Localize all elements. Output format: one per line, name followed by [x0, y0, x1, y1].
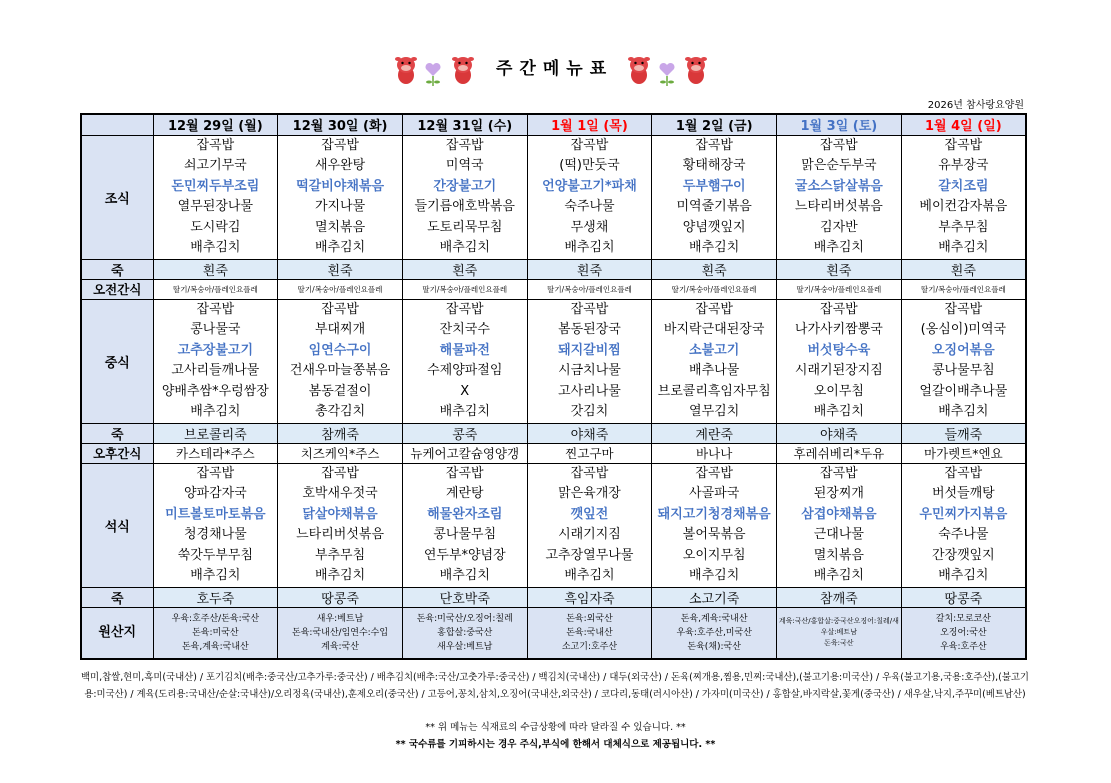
- dish: 황태해장국: [682, 158, 746, 173]
- dish: 배추김치: [190, 404, 241, 419]
- origin-label: 원산지: [81, 607, 153, 659]
- dish: 바지락근대된장국: [663, 322, 765, 337]
- dish: 배추김치: [190, 240, 241, 255]
- breakfast-porridge-label: 죽: [81, 259, 153, 279]
- day-header: 12월 31일 (수): [402, 114, 527, 135]
- dish: 양배추쌈*우렁쌈장: [161, 383, 269, 399]
- main-dish: 우민찌가지볶음: [919, 506, 1008, 522]
- breakfast-cell: [153, 135, 278, 259]
- dish: 잡곡밥: [944, 137, 983, 153]
- dish: 고사리들깨나물: [171, 363, 260, 378]
- breakfast-porridge-row: [81, 259, 1026, 279]
- day-header: 1월 3일 (토): [777, 114, 902, 135]
- dish: 고추장열무나물: [545, 547, 634, 563]
- dish: 숙주나물: [564, 199, 615, 214]
- afternoon-snack-row: [81, 443, 1026, 463]
- dish: 배추김치: [564, 240, 615, 255]
- dish: 콩나물국: [190, 322, 241, 337]
- lunch-cell: [901, 299, 1026, 423]
- origin-line: 돈육(채):국산: [687, 641, 741, 652]
- main-dish: 임연수구이: [308, 342, 372, 358]
- dish: 도토리묵무침: [427, 219, 503, 235]
- breakfast-porridge-cell: 흰죽: [652, 259, 777, 279]
- morning-snack-cell: 딸기/복숭아/플레인요플레: [901, 279, 1026, 299]
- morning-snack-label: 오전간식: [81, 279, 153, 299]
- dinner-porridge-cell: 소고기죽: [652, 587, 777, 607]
- dish: 느타리버섯볶음: [296, 527, 384, 542]
- heart-flower-icon: [423, 60, 443, 88]
- origin-cell: [777, 607, 902, 659]
- dish: 부추무침: [938, 219, 989, 235]
- lunch-porridge-row: [81, 423, 1026, 443]
- dish: 잡곡밥: [196, 137, 235, 153]
- dinner-porridge-cell: 땅콩죽: [901, 587, 1026, 607]
- dish: 잡곡밥: [570, 137, 609, 153]
- dish: 양념깻잎지: [682, 219, 746, 235]
- origin-line: 돈육:미국산/오징어:칠레: [416, 613, 513, 624]
- dish: 잡곡밥: [695, 301, 733, 317]
- dish: 도시락김: [190, 219, 241, 235]
- lunch-row: [81, 299, 1026, 423]
- breakfast-cell: [402, 135, 527, 259]
- dish: 시금치나물: [558, 363, 621, 378]
- lunch-cell: [777, 299, 902, 423]
- weekly-menu-table: [80, 113, 1027, 660]
- dish: 잡곡밥: [196, 465, 235, 481]
- dish: 갓김치: [570, 404, 609, 419]
- organization-label: 2026년 참사랑요양원: [927, 100, 1024, 111]
- origin-cell: [901, 607, 1026, 659]
- morning-snack-row: [81, 279, 1026, 299]
- cow-character-icon: [684, 53, 708, 87]
- origin-cell: [402, 607, 527, 659]
- dish: 계란탕: [445, 486, 484, 501]
- dish: 잡곡밥: [570, 301, 609, 317]
- dish: 볼어묵볶음: [682, 527, 746, 542]
- dish: 사골파국: [689, 486, 740, 501]
- cow-character-icon: [451, 53, 475, 87]
- origin-line: 갈치:모로코산: [935, 613, 991, 624]
- day-header: 1월 4일 (일): [901, 114, 1026, 135]
- heart-flower-icon: [657, 60, 677, 88]
- dish: 배추김치: [938, 404, 989, 419]
- breakfast-cell: [278, 135, 403, 259]
- lunch-cell: [527, 299, 652, 423]
- dish: 건새우마늘쫑볶음: [289, 363, 391, 378]
- header-corner: [81, 114, 153, 135]
- main-dish: 돼지고기청경채볶음: [657, 506, 771, 522]
- dish: 무생채: [570, 219, 609, 235]
- main-dish: 돼지갈비찜: [558, 342, 621, 358]
- origin-cell: [652, 607, 777, 659]
- dish: (옹심이)미역국: [920, 322, 1007, 337]
- dish: 청경채나물: [183, 527, 247, 542]
- substitution-note: ** 국수류를 기피하시는 경우 주식,부식에 한해서 대체식으로 제공됩니다. **: [395, 739, 716, 750]
- dish: 잡곡밥: [196, 301, 235, 317]
- dish: 숙주나물: [938, 527, 989, 542]
- origin-line: 새우살:베트남: [437, 641, 493, 652]
- dish: 잡곡밥: [944, 465, 983, 481]
- dish: X: [460, 383, 470, 399]
- dish: 오이지무침: [682, 547, 746, 563]
- dinner-porridge-cell: 땅콩죽: [278, 587, 403, 607]
- morning-snack-cell: 딸기/복숭아/플레인요플레: [527, 279, 652, 299]
- morning-snack-cell: 딸기/복숭아/플레인요플레: [278, 279, 403, 299]
- afternoon-snack-cell: 찐고구마: [527, 443, 652, 463]
- origin-cell: [153, 607, 278, 659]
- main-dish: 돈민찌두부조림: [171, 178, 260, 194]
- dish: 간장깻잎지: [931, 547, 995, 563]
- main-dish: 미트볼토마토볶음: [165, 506, 266, 522]
- dish: (떡)만둣국: [559, 158, 620, 173]
- dinner-porridge-row: [81, 587, 1026, 607]
- dinner-label: 석식: [81, 463, 153, 587]
- breakfast-cell: [527, 135, 652, 259]
- day-header: 12월 30일 (화): [278, 114, 403, 135]
- dish: 콩나물무침: [931, 363, 995, 378]
- main-dish: 두부햄구이: [682, 178, 746, 194]
- breakfast-cell: [901, 135, 1026, 259]
- dinner-cell: [901, 463, 1026, 587]
- dish: 잡곡밥: [445, 301, 484, 317]
- dish: 된장찌개: [813, 486, 864, 501]
- main-dish: 갈치조림: [938, 178, 989, 194]
- title-row: [0, 50, 1111, 94]
- origin-line: 계육:국산/홍합살:중국산오징어:칠레/새우살:베트남: [778, 617, 899, 637]
- dish: 잡곡밥: [321, 301, 359, 317]
- dish: 잡곡밥: [570, 465, 609, 481]
- origin-line: 우육:호주산: [940, 641, 987, 652]
- dish: 배추김치: [813, 240, 864, 255]
- dinner-porridge-cell: 참깨죽: [777, 587, 902, 607]
- origin-line: 새우:베트남: [316, 613, 364, 624]
- afternoon-snack-cell: 후레쉬베리*두유: [777, 443, 902, 463]
- dish: 잡곡밥: [944, 301, 983, 317]
- origin-cell: [527, 607, 652, 659]
- dish: 총각김치: [314, 404, 366, 419]
- origin-line: 돈육:미국산: [192, 627, 239, 638]
- origin-cell: [278, 607, 403, 659]
- dinner-cell: [777, 463, 902, 587]
- day-header: 1월 1일 (목): [527, 114, 652, 135]
- breakfast-cell: [652, 135, 777, 259]
- lunch-porridge-cell: 콩죽: [402, 423, 527, 443]
- morning-snack-cell: 딸기/복숭아/플레인요플레: [777, 279, 902, 299]
- dinner-row: [81, 463, 1026, 587]
- dish: 베이컨감자볶음: [919, 199, 1008, 214]
- dish: 잔치국수: [439, 322, 490, 337]
- origin-line: 돈육:국내산: [566, 627, 613, 638]
- main-dish: 떡갈비야채볶음: [296, 178, 384, 194]
- afternoon-snack-cell: 뉴케어고칼슘영양갱: [402, 443, 527, 463]
- dish: 배추김치: [314, 568, 366, 583]
- dish: 배추김치: [689, 240, 740, 255]
- dish: 봄동겉절이: [308, 383, 372, 399]
- dish: 맑은순두부국: [801, 158, 877, 173]
- dish: 근대나물: [813, 527, 864, 542]
- dish: 배추김치: [439, 240, 490, 255]
- dish: 멸치볶음: [314, 219, 366, 235]
- dish: 나가사키짬뽕국: [794, 322, 883, 337]
- main-dish: 굴소스닭살볶음: [794, 178, 883, 194]
- dish: 배추김치: [439, 404, 490, 419]
- main-dish: 해물완자조림: [427, 506, 503, 522]
- lunch-porridge-cell: 참깨죽: [278, 423, 403, 443]
- origin-line: 계육:국산: [321, 641, 359, 652]
- lunch-label: 중식: [81, 299, 153, 423]
- breakfast-porridge-cell: 흰죽: [153, 259, 278, 279]
- origin-line: 소고기:호주산: [561, 641, 618, 652]
- dish: 새우완탕: [314, 158, 366, 173]
- origin-line: 돈육,계육:국내산: [181, 641, 249, 652]
- dish: 배추김치: [813, 568, 864, 583]
- dish: 느타리버섯볶음: [794, 199, 883, 214]
- lunch-cell: [153, 299, 278, 423]
- main-dish: 닭살야채볶음: [302, 506, 378, 522]
- afternoon-snack-cell: 치즈케익*주스: [278, 443, 403, 463]
- dish: 배추김치: [689, 568, 740, 583]
- supply-note: ** 위 메뉴는 식재료의 수급상황에 따라 달라질 수 있습니다. **: [425, 722, 686, 733]
- breakfast-cell: [777, 135, 902, 259]
- afternoon-snack-cell: 카스테라*주스: [153, 443, 278, 463]
- lunch-porridge-cell: 계란죽: [652, 423, 777, 443]
- dish: 배추김치: [938, 240, 989, 255]
- breakfast-porridge-cell: 흰죽: [278, 259, 403, 279]
- dish: 배추나물: [689, 363, 740, 378]
- main-dish: 소불고기: [689, 342, 740, 358]
- dish: 쇠고기무국: [183, 158, 247, 173]
- lunch-porridge-cell: 브로콜리죽: [153, 423, 278, 443]
- lunch-cell: [278, 299, 403, 423]
- dish: 잡곡밥: [820, 137, 858, 153]
- day-header: 12월 29일 (월): [153, 114, 278, 135]
- main-dish: 해물파전: [439, 342, 490, 358]
- dish: 고사리나물: [558, 383, 621, 399]
- dish: 시래기된장지짐: [794, 363, 883, 378]
- dish: 배추김치: [813, 404, 864, 419]
- main-dish: 간장불고기: [433, 178, 497, 194]
- lunch-porridge-cell: 야채죽: [527, 423, 652, 443]
- dish: 열무된장나물: [177, 199, 254, 214]
- dish: 배추김치: [314, 240, 366, 255]
- dish: 부추무침: [314, 547, 366, 563]
- afternoon-snack-cell: 바나나: [652, 443, 777, 463]
- dish: 양파감자국: [183, 486, 247, 501]
- page-title: 주간메뉴표: [496, 59, 614, 79]
- origin-row: [81, 607, 1026, 659]
- dish: 호박새우젓국: [302, 486, 378, 501]
- origin-line: 오징어:국산: [940, 627, 987, 638]
- morning-snack-cell: 딸기/복숭아/플레인요플레: [153, 279, 278, 299]
- morning-snack-cell: 딸기/복숭아/플레인요플레: [402, 279, 527, 299]
- dish: 잡곡밥: [445, 137, 484, 153]
- dish: 브로콜리흑임자무침: [657, 383, 771, 399]
- dish: 오이무침: [813, 383, 864, 399]
- dish: 수제양파절임: [427, 363, 503, 378]
- dish: 잡곡밥: [321, 465, 359, 481]
- dinner-cell: [527, 463, 652, 587]
- dinner-porridge-label: 죽: [81, 587, 153, 607]
- dish: 시래기지짐: [558, 527, 621, 542]
- origin-line: 돈육,계육:국내산: [680, 613, 748, 624]
- dish: 잡곡밥: [321, 137, 359, 153]
- dinner-cell: [153, 463, 278, 587]
- breakfast-porridge-cell: 흰죽: [777, 259, 902, 279]
- dinner-porridge-cell: 호두죽: [153, 587, 278, 607]
- cow-character-icon: [394, 53, 418, 87]
- dish: 배추김치: [190, 568, 241, 583]
- dish: 잡곡밥: [820, 301, 858, 317]
- dinner-cell: [278, 463, 403, 587]
- dish: 버섯들깨탕: [931, 486, 995, 501]
- main-dish: 오징어볶음: [931, 342, 995, 358]
- lunch-porridge-cell: 들깨죽: [901, 423, 1026, 443]
- dish: 미역줄기볶음: [676, 199, 752, 214]
- lunch-cell: [652, 299, 777, 423]
- origin-line: 돈육:외국산: [566, 613, 613, 624]
- lunch-porridge-cell: 야채죽: [777, 423, 902, 443]
- dinner-porridge-cell: 단호박죽: [402, 587, 527, 607]
- dinner-cell: [402, 463, 527, 587]
- breakfast-porridge-cell: 흰죽: [527, 259, 652, 279]
- dish: 잡곡밥: [445, 465, 484, 481]
- main-dish: 버섯탕수육: [807, 342, 871, 358]
- dish: 김자반: [820, 219, 858, 235]
- dish: 미역국: [445, 158, 484, 173]
- dish: 잡곡밥: [695, 465, 733, 481]
- dish: 잡곡밥: [695, 137, 733, 153]
- dish: 열무김치: [689, 404, 740, 419]
- dish: 멸치볶음: [813, 547, 864, 563]
- dish: 콩나물무침: [433, 527, 497, 542]
- main-dish: 깻잎전: [570, 506, 609, 522]
- dish: 들기름애호박볶음: [414, 199, 515, 214]
- main-dish: 언양불고기*파채: [542, 178, 637, 194]
- origin-line: 우육:호주산/돈육:국산: [171, 613, 260, 624]
- dish: 연두부*양념장: [423, 547, 506, 563]
- origin-footer: 백미,찹쌀,현미,흑미(국내산) / 포기김치(배추:중국산/고추가루:중국산) / 배추김치(배추:국산/고춧가루:중국산) / 백김치(국내산) / 대두(외국산) / 돈육(찌개용,찜용,민찌:국내산),(불고기용:미국산) / 우육(불고기용,국용:호주산),(불고기용:미국산) / 계육(도리용:국내산/순살:국내산)/오리정육(국내산),훈제오리(중국산) / 고등어,꽁치,삼치,오징어(국내산,외국산) / 코다리,동태(러시아산) / 가자미(미국산) / 홍합살,바지락살,꽃게(중국산) / 새우살,낙지,주꾸미(베트남산): [80, 672, 1029, 700]
- dish: 부대찌개: [314, 322, 366, 337]
- breakfast-row: [81, 135, 1026, 259]
- dish: 얼갈이배추나물: [919, 383, 1008, 399]
- origin-line: 홍합살:중국산: [437, 627, 493, 638]
- afternoon-snack-label: 오후간식: [81, 443, 153, 463]
- origin-line: 우육:호주산,미국산: [676, 627, 752, 638]
- lunch-cell: [402, 299, 527, 423]
- lunch-porridge-label: 죽: [81, 423, 153, 443]
- dish: 배추김치: [938, 568, 989, 583]
- origin-line: 돈육:국내산/임연수:수입: [292, 627, 389, 638]
- dish: 가지나물: [314, 199, 366, 214]
- breakfast-porridge-cell: 흰죽: [402, 259, 527, 279]
- morning-snack-cell: 딸기/복숭아/플레인요플레: [652, 279, 777, 299]
- cow-character-icon: [627, 53, 651, 87]
- dish: 배추김치: [439, 568, 490, 583]
- dish: 잡곡밥: [820, 465, 858, 481]
- dish: 배추김치: [564, 568, 615, 583]
- header-row: [81, 114, 1026, 135]
- main-dish: 고추장불고기: [177, 342, 254, 358]
- breakfast-label: 조식: [81, 135, 153, 259]
- dish: 쑥갓두부무침: [177, 547, 254, 563]
- main-dish: 삼겹야채볶음: [801, 506, 877, 522]
- dish: 유부장국: [938, 158, 989, 173]
- origin-line: 돈육:국산: [824, 639, 854, 648]
- breakfast-porridge-cell: 흰죽: [901, 259, 1026, 279]
- dish: 맑은육개장: [558, 486, 621, 501]
- afternoon-snack-cell: 마가렛트*엔요: [901, 443, 1026, 463]
- dish: 봄동된장국: [558, 322, 621, 337]
- day-header: 1월 2일 (금): [652, 114, 777, 135]
- dinner-cell: [652, 463, 777, 587]
- dinner-porridge-cell: 흑임자죽: [527, 587, 652, 607]
